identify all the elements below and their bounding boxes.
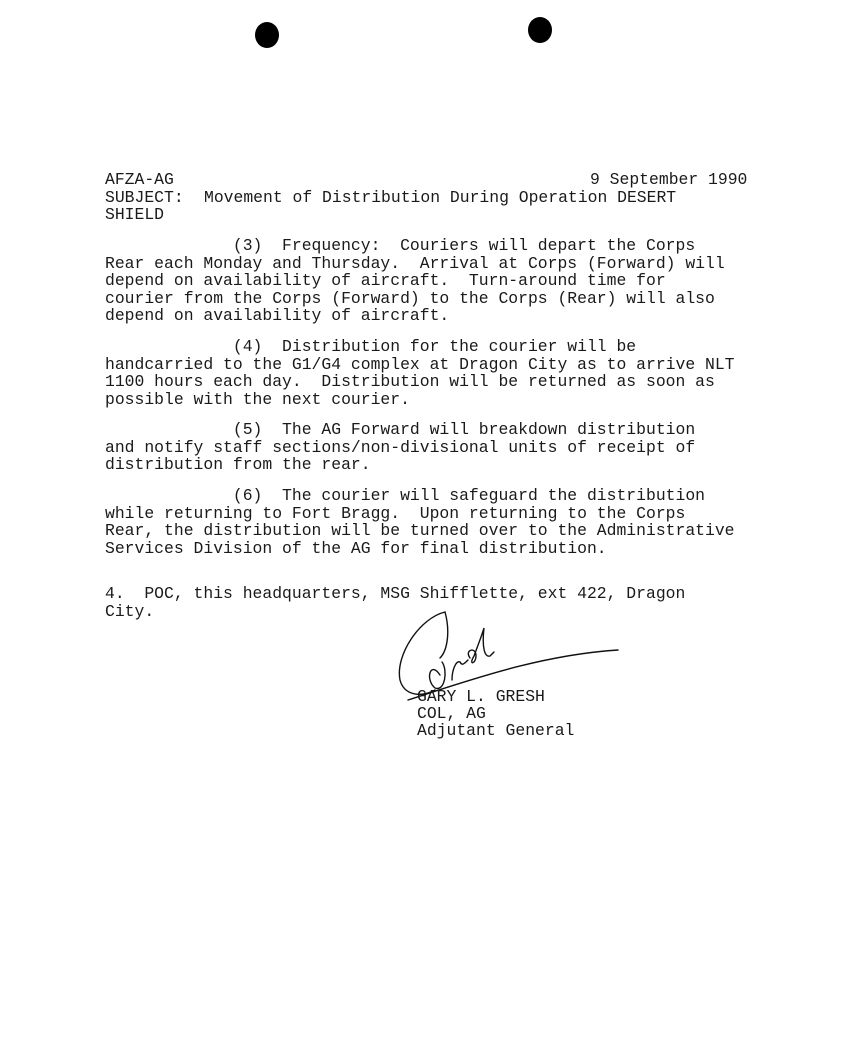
text-line: Rear each Monday and Thursday. Arrival at Corps (Forward) will — [105, 254, 725, 273]
subject-line-1: Movement of Distribution During Operation DESERT — [204, 188, 677, 207]
text-line: courier from the Corps (Forward) to the Corps (Rear) will also — [105, 289, 715, 308]
text-line: handcarried to the G1/G4 complex at Dragon City as to arrive NLT — [105, 355, 735, 374]
text-line: while returning to Fort Bragg. Upon returning to the Corps — [105, 504, 686, 523]
text-line: (6) The courier will safeguard the distribution — [105, 486, 705, 505]
text-line: depend on availability of aircraft. — [105, 306, 450, 325]
text-line: City. — [105, 602, 155, 621]
text-line: (5) The AG Forward will breakdown distribution — [105, 420, 696, 439]
subject-label: SUBJECT: — [105, 188, 184, 207]
signer-title: Adjutant General — [417, 721, 575, 740]
text-line: Rear, the distribution will be turned over to the Administrative — [105, 521, 735, 540]
text-line: and notify staff sections/non-divisional units of receipt of — [105, 438, 696, 457]
text-line: (4) Distribution for the courier will be — [105, 337, 637, 356]
text-line: possible with the next courier. — [105, 390, 410, 409]
signer-name: GARY L. GRESH — [417, 687, 545, 706]
text-line: Services Division of the AG for final distribution. — [105, 539, 607, 558]
text-line: (3) Frequency: Couriers will depart the Corps — [105, 236, 696, 255]
text-line: distribution from the rear. — [105, 455, 371, 474]
punch-hole-right — [528, 17, 552, 43]
text-line: 1100 hours each day. Distribution will be returned as soon as — [105, 372, 715, 391]
date: 9 September 1990 — [590, 170, 748, 189]
text-line: depend on availability of aircraft. Turn-around time for — [105, 271, 666, 290]
punch-hole-left — [255, 22, 279, 48]
office-symbol: AFZA-AG — [105, 170, 174, 189]
subject-line-2: SHIELD — [105, 205, 165, 224]
signer-rank: COL, AG — [417, 704, 486, 723]
text-line: 4. POC, this headquarters, MSG Shifflette, ext 422, Dragon — [105, 584, 686, 603]
